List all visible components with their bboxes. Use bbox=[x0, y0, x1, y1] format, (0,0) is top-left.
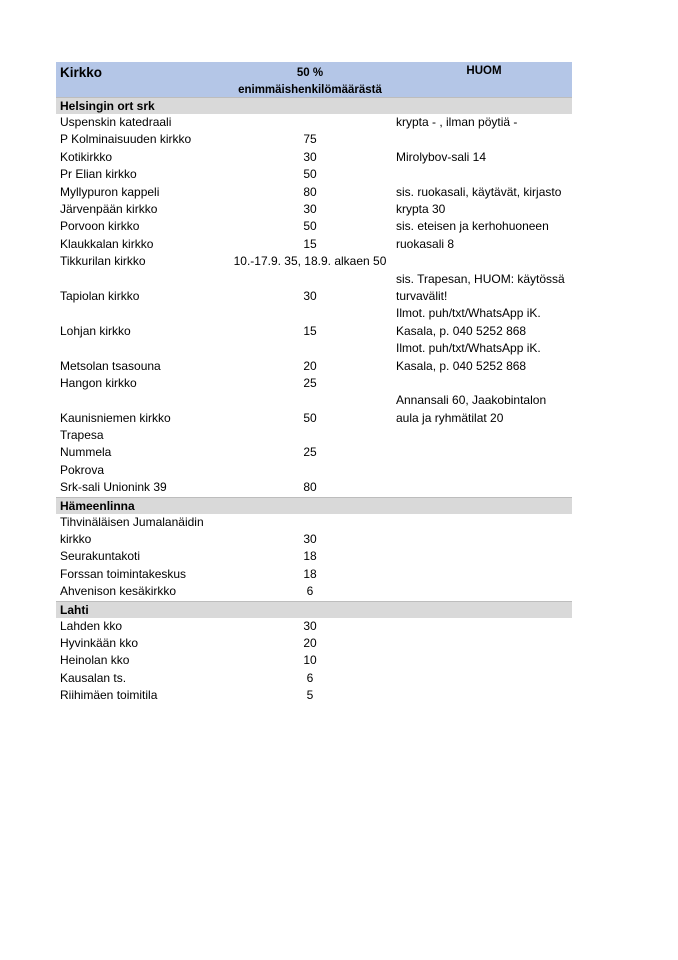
capacity-value: 18 bbox=[303, 549, 317, 564]
table-row bbox=[56, 479, 572, 496]
church-name: kirkko bbox=[60, 532, 92, 547]
capacity-value: 50 bbox=[303, 219, 317, 234]
church-name: Ahvenison kesäkirkko bbox=[60, 584, 177, 599]
capacity-value: 25 bbox=[303, 375, 317, 390]
note-text: sis. ruokasali, käytävät, kirjasto bbox=[396, 184, 562, 199]
section-header: Hämeenlinna bbox=[56, 497, 572, 514]
church-name: Riihimäen toimitila bbox=[60, 688, 158, 703]
table-row bbox=[56, 566, 572, 583]
table-row bbox=[56, 427, 572, 444]
table-row bbox=[56, 340, 572, 375]
church-name: Forssan toimintakeskus bbox=[60, 566, 187, 581]
church-name: Tapiolan kirkko bbox=[60, 288, 140, 303]
capacity-value: 30 bbox=[303, 201, 317, 216]
church-name: Metsolan tsasouna bbox=[60, 358, 161, 373]
note-text: Ilmot. puh/txt/WhatsApp iK. Kasala, p. 040 5252 868 bbox=[396, 306, 541, 338]
table-header bbox=[56, 62, 572, 97]
church-name: Lahden kko bbox=[60, 618, 123, 633]
capacity-value: 50 bbox=[303, 410, 317, 425]
capacity-value: 10 bbox=[303, 653, 317, 668]
table-row bbox=[56, 635, 572, 652]
church-name: Seurakuntakoti bbox=[60, 549, 141, 564]
church-name: Järvenpään kirkko bbox=[60, 201, 158, 216]
church-name: Trapesa bbox=[60, 428, 104, 443]
note-text: Annansali 60, Jaakobintalon aula ja ryhmätilat 20 bbox=[396, 393, 547, 425]
capacity-value: 18 bbox=[303, 566, 317, 581]
header-church: Kirkko bbox=[60, 65, 103, 80]
capacity-value: 15 bbox=[303, 323, 317, 338]
note-text: sis. eteisen ja kerhohuoneen bbox=[396, 219, 549, 234]
church-name: Uspenskin katedraali bbox=[60, 115, 172, 129]
capacity-value: 20 bbox=[303, 636, 317, 650]
table-row bbox=[56, 514, 572, 531]
note-text: ruokasali 8 bbox=[396, 236, 455, 251]
church-name: Klaukkalan kirkko bbox=[60, 236, 154, 251]
table-row bbox=[56, 201, 572, 218]
church-name: Heinolan kko bbox=[60, 653, 130, 668]
capacity-value: 5 bbox=[306, 688, 314, 703]
church-name: Kaunisniemen kirkko bbox=[60, 410, 171, 425]
table-row bbox=[56, 236, 572, 253]
church-name: Kotikirkko bbox=[60, 149, 113, 164]
church-name: Porvoon kirkko bbox=[60, 219, 140, 234]
capacity-value: 6 bbox=[306, 584, 314, 599]
church-name: Hangon kirkko bbox=[60, 375, 137, 390]
capacity-value: 6 bbox=[306, 670, 314, 685]
table-row bbox=[56, 375, 572, 392]
table-row bbox=[56, 149, 572, 166]
table-row bbox=[56, 114, 572, 131]
capacity-value: 50 bbox=[303, 167, 317, 182]
capacity-value: 20 bbox=[303, 358, 317, 373]
note-text: Mirolybov-sali 14 bbox=[396, 149, 487, 164]
table-row bbox=[56, 392, 572, 427]
table-row bbox=[56, 583, 572, 600]
capacity-value: 25 bbox=[303, 445, 317, 460]
section-header: Lahti bbox=[56, 601, 572, 618]
capacity-value: 10.-17.9. 35, 18.9. alkaen 50 bbox=[233, 254, 387, 269]
table-row bbox=[56, 652, 572, 669]
table-row bbox=[56, 253, 572, 270]
table-row bbox=[56, 548, 572, 565]
note-text: Ilmot. puh/txt/WhatsApp iK. Kasala, p. 040 5252 868 bbox=[396, 341, 541, 373]
table-row bbox=[56, 218, 572, 235]
table-row bbox=[56, 131, 572, 148]
note-text: krypta - , ilman pöytiä - bbox=[396, 115, 518, 129]
church-name: Kausalan ts. bbox=[60, 670, 127, 685]
table-row bbox=[56, 687, 572, 704]
church-name: Lohjan kirkko bbox=[60, 323, 131, 338]
church-name: Pr Elian kirkko bbox=[60, 167, 137, 182]
table-row bbox=[56, 531, 572, 548]
capacity-value: 80 bbox=[303, 184, 317, 199]
capacity-value: 30 bbox=[303, 149, 317, 164]
church-name: Tikkurilan kirkko bbox=[60, 254, 146, 269]
header-capacity-line1: 50 % bbox=[296, 67, 324, 79]
table-row bbox=[56, 444, 572, 461]
header-capacity-line2: enimmäishenkilömäärästä bbox=[238, 84, 382, 96]
church-name: Hyvinkään kko bbox=[60, 636, 139, 650]
church-name: Nummela bbox=[60, 445, 112, 460]
capacity-value: 30 bbox=[303, 618, 317, 633]
capacity-value: 30 bbox=[303, 288, 317, 303]
table-row bbox=[56, 166, 572, 183]
section-header: Helsingin ort srk bbox=[56, 97, 572, 114]
header-note: HUOM bbox=[466, 65, 502, 77]
church-name: Pokrova bbox=[60, 462, 105, 477]
note-text: sis. Trapesan, HUOM: käytössä turvavälit! bbox=[396, 271, 565, 303]
table-row bbox=[56, 271, 572, 306]
table-row bbox=[56, 184, 572, 201]
note-text: krypta 30 bbox=[396, 201, 446, 216]
capacity-value: 75 bbox=[303, 132, 317, 147]
table-row bbox=[56, 618, 572, 635]
church-name: Tihvinäläisen Jumalanäidin bbox=[60, 514, 204, 529]
capacity-value: 15 bbox=[303, 236, 317, 251]
capacity-value: 30 bbox=[303, 532, 317, 547]
church-name: Myllypuron kappeli bbox=[60, 184, 160, 199]
church-capacity-table bbox=[56, 62, 572, 705]
capacity-value: 80 bbox=[303, 480, 317, 495]
header-capacity bbox=[226, 65, 394, 99]
church-name: Srk-sali Unionink 39 bbox=[60, 480, 167, 495]
table-row bbox=[56, 670, 572, 687]
table-body bbox=[56, 97, 572, 705]
church-name: P Kolminaisuuden kirkko bbox=[60, 132, 192, 147]
table-row bbox=[56, 305, 572, 340]
table-row bbox=[56, 462, 572, 479]
